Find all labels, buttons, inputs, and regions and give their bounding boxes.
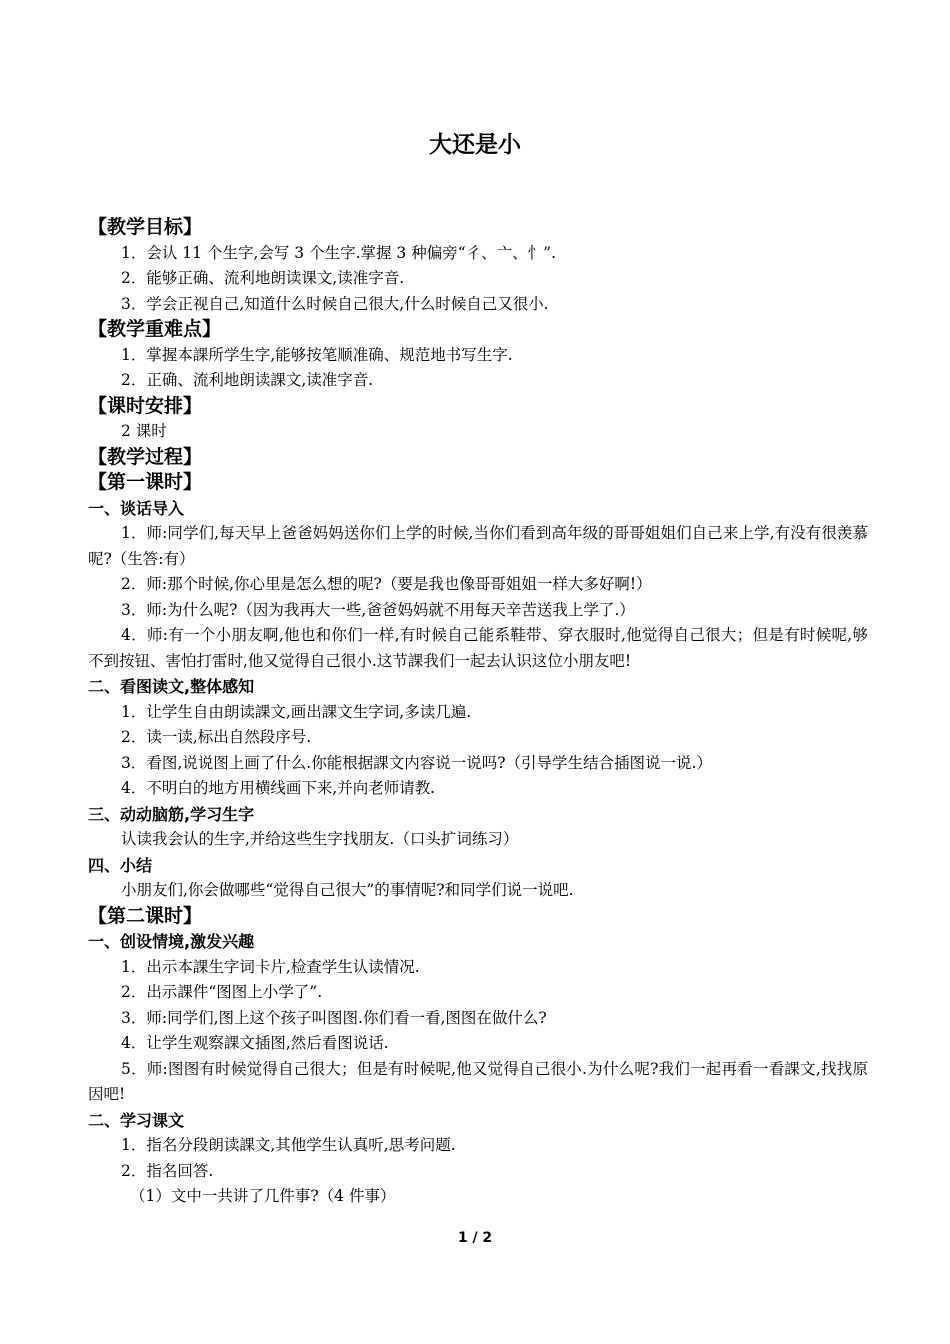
document-body	[88, 215, 868, 1210]
l1-part2-item: 4．不明白的地方用横线画下来,并向老师请教.	[121, 779, 436, 797]
l2-part1-item: 3．师:同学们,图上这个孩子叫图图.你们看一看,图图在做什么?	[121, 1008, 547, 1027]
schedule-value: 2 课时	[121, 422, 167, 440]
l1-part1-heading: 一、谈话导入	[88, 498, 185, 518]
lesson2-heading: 【第二课时】	[88, 904, 203, 927]
l1-part1-item: 1．师:同学们,每天早上爸爸妈妈送你们上学的时候,当你们看到高年级的哥哥姐姐们自己来上学,有没有很羡慕呢?（生答:有）	[88, 524, 868, 568]
goal-item: 1．会认 11 个生字,会写 3 个生字.掌握 3 种偏旁“彳、亠、忄”.	[121, 243, 557, 262]
lesson1-heading: 【第一课时】	[88, 471, 203, 493]
l1-part3-heading: 三、动动脑筋,学习生字	[88, 804, 255, 824]
goal-item: 3．学会正视自己,知道什么时候自己很大,什么时候自己又很小.	[121, 294, 549, 313]
l1-part1-item: 2．师:那个时候,你心里是怎么想的呢?（要是我也像哥哥姐姐一样大多好啊!）	[121, 575, 652, 593]
l2-part1-item: 1．出示本課生字词卡片,检查学生认读情况.	[121, 957, 420, 976]
l1-part1-item: 3．师:为什么呢?（因为我再大一些,爸爸妈妈就不用每天辛苦送我上学了.）	[121, 600, 635, 619]
l1-part2-item: 1．让学生自由朗读課文,画出課文生字词,多读几遍.	[121, 702, 472, 721]
l1-part3-item: 认读我会认的生字,并给这些生字找朋友.（口头扩词练习）	[121, 830, 519, 848]
schedule-heading: 【课时安排】	[88, 394, 203, 417]
l2-part1-item: 5．师:图图有时候觉得自己很大；但是有时候呢,他又觉得自己很小.为什么呢?我们一起再看一看課文,找找原因吧!	[88, 1059, 868, 1103]
page-number: 1 / 2	[457, 1230, 493, 1246]
l1-part4-item: 小朋友们,你会做哪些“觉得自己很大”的事情呢?和同学们说一说吧.	[121, 881, 574, 899]
goals-heading: 【教学目标】	[88, 216, 203, 238]
l2-part2-item: 2．指名回答.	[121, 1161, 214, 1180]
l2-part2-subitem: （1）文中一共讲了几件事?（4 件事）	[130, 1187, 396, 1205]
document-title: 大还是小	[429, 132, 521, 158]
l2-part1-heading: 一、创设情境,激发兴趣	[88, 932, 255, 951]
l2-part2-heading: 二、学习课文	[88, 1110, 185, 1130]
l1-part2-item: 3．看图,说说图上画了什么.你能根据課文内容说一说吗?（引导学生结合插图说一说.）	[121, 753, 712, 772]
l1-part2-item: 2．读一读,标出自然段序号.	[121, 728, 312, 746]
l2-part2-item: 1．指名分段朗读課文,其他学生认真听,思考问题.	[121, 1136, 456, 1154]
process-heading: 【教学过程】	[88, 445, 203, 468]
l1-part4-heading: 四、小结	[88, 855, 153, 875]
key-point-item: 2．正确、流利地朗读課文,读准字音.	[121, 371, 374, 389]
goal-item: 2．能够正确、流利地朗读课文,读准字音.	[121, 269, 405, 287]
key-point-item: 1．掌握本課所学生字,能够按笔顺准确、规范地书写生字.	[121, 345, 513, 364]
l1-part1-item: 4．师:有一个小朋友啊,他也和你们一样,有时候自己能系鞋带、穿衣服时,他觉得自己很大；但是有时候呢,够不到按钮、害怕打雷时,他又觉得自己很小.这节課我们一起去认识这位小朋友吧!	[88, 626, 868, 670]
key-points-heading: 【教学重难点】	[88, 318, 222, 340]
l1-part2-heading: 二、看图读文,整体感知	[88, 677, 255, 696]
l2-part1-item: 4．让学生观察課文插图,然后看图说话.	[121, 1034, 389, 1052]
l2-part1-item: 2．出示課件“图图上小学了”.	[121, 983, 323, 1001]
